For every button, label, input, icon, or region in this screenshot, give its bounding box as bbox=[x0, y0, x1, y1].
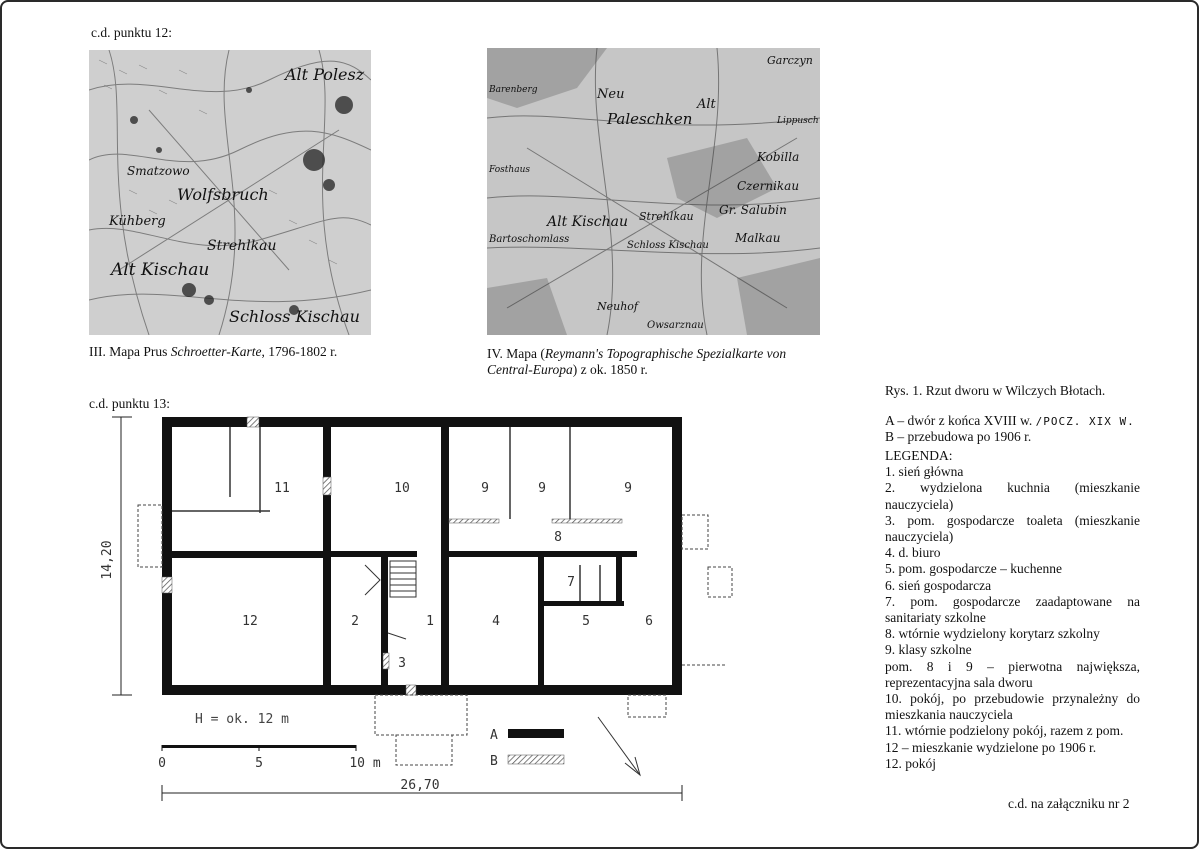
footer-continuation: c.d. na załączniku nr 2 bbox=[1008, 796, 1130, 811]
map1-label: Smatzowo bbox=[127, 164, 190, 178]
scale-label: 0 bbox=[158, 756, 166, 771]
map-reymann-drawing bbox=[487, 48, 820, 335]
header-continuation-12: c.d. punktu 12: bbox=[91, 25, 172, 40]
map2-label: Bartoschomlass bbox=[489, 234, 570, 245]
handwritten-note: /POCZ. XIX W. bbox=[1035, 415, 1135, 428]
legend-item: 2. wydzielona kuchnia (mieszkanie nauczyciela) bbox=[885, 480, 1140, 512]
figure-line-b: B – przebudowa po 1906 r. bbox=[885, 429, 1032, 444]
key-b-label: B bbox=[490, 754, 498, 769]
map1-label: Strehlkau bbox=[207, 238, 277, 254]
scale-label: 5 bbox=[255, 756, 263, 771]
key-a-label: A bbox=[490, 728, 498, 743]
map2-label: Strehlkau bbox=[639, 210, 694, 223]
map2-label: Schloss Kischau bbox=[627, 240, 709, 251]
legend-item: 3. pom. gospodarcze toaleta (mieszkanie nauczyciela) bbox=[885, 512, 1140, 545]
map1-caption-suffix: , 1796-1802 r. bbox=[261, 344, 338, 359]
room-number: 9 bbox=[624, 481, 632, 496]
map-reymann bbox=[487, 48, 820, 335]
wall-key bbox=[490, 728, 564, 769]
room-number: 10 bbox=[394, 481, 410, 496]
staircase bbox=[365, 561, 416, 639]
map1-caption-prefix: III. Mapa Prus bbox=[89, 344, 171, 359]
map1-label: Kühberg bbox=[109, 214, 166, 229]
map-schroetter bbox=[89, 50, 371, 335]
floor-plan bbox=[90, 405, 740, 815]
legend-item: 12. pokój bbox=[885, 755, 937, 771]
north-arrow-icon bbox=[598, 717, 640, 775]
map2-caption-prefix: IV. Mapa ( bbox=[487, 346, 545, 361]
map1-label: Schloss Kischau bbox=[229, 307, 360, 326]
map1-caption-title: Schroetter-Karte bbox=[170, 344, 262, 359]
width-dimension: 26,70 bbox=[400, 778, 440, 793]
map2-label: Paleschken bbox=[607, 110, 693, 128]
legend bbox=[885, 448, 1140, 772]
map1-label: Alt Polesz bbox=[285, 65, 365, 84]
legend-heading: LEGENDA: bbox=[885, 448, 953, 463]
room-number: 3 bbox=[398, 656, 406, 671]
map2-caption bbox=[487, 346, 827, 378]
legend-item: 9. klasy szkolne bbox=[885, 642, 972, 658]
key-b-swatch bbox=[508, 755, 564, 764]
map2-label: Alt bbox=[697, 97, 716, 112]
header-continuation-13: c.d. punktu 13: bbox=[89, 396, 170, 411]
map2-caption-suffix: ) z ok. 1850 r. bbox=[572, 362, 648, 377]
scale-label: 10 m bbox=[349, 756, 381, 771]
legend-item: 10. pokój, po przebudowie przynależny do mieszkania nauczyciela bbox=[885, 691, 1140, 723]
room-number: 1 bbox=[426, 614, 434, 629]
room-number: 2 bbox=[351, 614, 359, 629]
map2-label: Neu bbox=[597, 87, 625, 102]
room-number: 8 bbox=[554, 530, 562, 545]
height-dimension: 14,20 bbox=[100, 540, 115, 580]
map2-label: Garczyn bbox=[767, 54, 813, 67]
height-note: H = ok. 12 m bbox=[195, 712, 289, 727]
map-schroetter-drawing bbox=[89, 50, 371, 335]
legend-item: 8. wtórnie wydzielony korytarz szkolny bbox=[885, 626, 1100, 642]
map2-label: Czernikau bbox=[737, 179, 800, 193]
map2-label: Gr. Salubin bbox=[719, 203, 787, 217]
figure-line-a bbox=[885, 413, 1135, 430]
map2-label: Malkau bbox=[735, 231, 781, 245]
figure-line-a-text: A – dwór z końca XVIII w. bbox=[885, 413, 1033, 428]
legend-item: 5. pom. gospodarcze – kuchenne bbox=[885, 561, 1062, 577]
walls-a bbox=[162, 417, 682, 695]
map2-label: Barenberg bbox=[489, 85, 538, 95]
room-number: 12 bbox=[242, 614, 258, 629]
room-number: 11 bbox=[274, 481, 290, 496]
map2-label: Lippusch bbox=[777, 116, 819, 126]
map2-label: Neuhof bbox=[597, 300, 638, 313]
map1-caption bbox=[89, 344, 337, 360]
legend-item: 6. sień gospodarcza bbox=[885, 577, 992, 593]
room-number: 7 bbox=[567, 575, 575, 590]
room-number: 9 bbox=[538, 481, 546, 496]
map1-label: Alt Kischau bbox=[111, 260, 210, 280]
room-number: 5 bbox=[582, 614, 590, 629]
room-number: 4 bbox=[492, 614, 500, 629]
map2-label: Owsarznau bbox=[647, 320, 704, 331]
scale-bar bbox=[158, 745, 381, 771]
room-number: 9 bbox=[481, 481, 489, 496]
map2-label: Kobilla bbox=[757, 150, 800, 164]
map1-label: Wolfsbruch bbox=[177, 185, 269, 204]
map2-label: Fosthaus bbox=[489, 165, 530, 175]
map2-label: Alt Kischau bbox=[547, 214, 629, 230]
legend-item: 4. d. biuro bbox=[885, 545, 941, 561]
legend-item: 11. wtórnie podzielony pokój, razem z pom. bbox=[885, 723, 1124, 739]
legend-item: pom. 8 i 9 – pierwotna największa, reprezentacyjna sala dworu bbox=[885, 658, 1140, 690]
room-number: 6 bbox=[645, 614, 653, 629]
legend-item: 1. sień główna bbox=[885, 464, 964, 480]
legend-item: 7. pom. gospodarcze zaadaptowane na sanitariaty szkolne bbox=[885, 593, 1140, 626]
legend-item: 12 – mieszkanie wydzielone po 1906 r. bbox=[885, 739, 1097, 755]
figure-title: Rys. 1. Rzut dworu w Wilczych Błotach. bbox=[885, 383, 1106, 398]
map2-caption-title: Reymann's Topographische Spezialkarte von Central-Europa bbox=[487, 346, 787, 377]
key-a-swatch bbox=[508, 729, 564, 738]
